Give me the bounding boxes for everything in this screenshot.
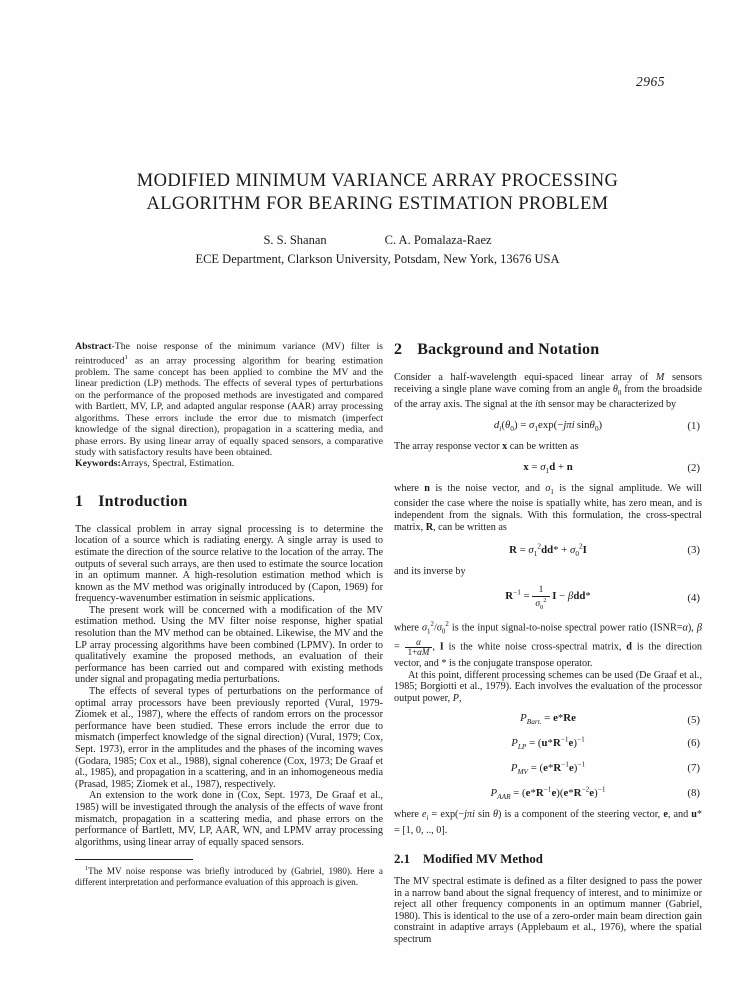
equation-1 <box>394 419 702 433</box>
footnote-text <box>75 863 383 888</box>
equation-8-body: $P_{AAR} = (e*R^{-1}e)(e*R^{-2}e)^{-1}$ <box>490 784 606 801</box>
equation-4-body: $R^{-1}$ = $\frac{1}{\sigma_0^2}$ I − βdd* <box>505 585 591 611</box>
section-2-1-number: 2.1 <box>394 852 410 867</box>
section-2-heading <box>394 341 702 359</box>
background-paragraph-3: where n is the noise vector, and $\sigma_1$ is the signal amplitude. We will consider the case where the noise is spatially white, has zero mean, and is independent from the signals. With this formulation, the cross-spectral matrix, R, can be written as <box>394 482 702 533</box>
intro-paragraph-4: An extension to the work done in (Cox, Sept. 1973, De Graaf et al., 1985) will be investigated through the analysis of the effects of wave front mismatch, propagation in a scattering media, and phase errors on the performance of Bartlett, MV, LP, AAR, WN, and LPMV array processing algorithms, using linear array of equally spaced sensors. <box>75 790 383 848</box>
equation-7 <box>394 759 702 776</box>
page-number: 2965 <box>636 74 665 89</box>
equation-8-number: (8) <box>687 786 700 799</box>
equation-6 <box>394 735 702 752</box>
intro-paragraph-1: The classical problem in array signal processing is to determine the location of a source which is radiating energy. A single array is used to estimate the direction of the source relative to the location of the array. The outputs of several such arrays, are then used to estimate the source location in an optimum manner. A high-resolution estimation method which is known as the MV method was originally introduced by (Capon, 1969) for frequency-wavenumber estimation in seismic applications. <box>75 523 383 605</box>
paper-title-line1: MODIFIED MINIMUM VARIANCE ARRAY PROCESSING <box>136 171 619 191</box>
footnote-divider <box>75 859 193 860</box>
equation-6-body: $P_{LP} = (u*R^{-1}e)^{-1}$ <box>511 734 585 752</box>
equation-6-number: (6) <box>687 737 700 750</box>
equation-5-number: (5) <box>687 713 700 726</box>
equation-8 <box>394 784 702 801</box>
background-paragraph-7: where $e_i = \exp(-j\pi i$ sin θ) is a component of the steering vector, e, and u* = [1, 0, .., 0]. <box>394 808 703 836</box>
footnote-content: $^1$The MV noise response was briefly introduced by (Gabriel, 1980). Here a different interpretation and performance evaluation of this approach is given. <box>75 865 383 888</box>
section-1-heading <box>75 493 383 511</box>
section-1-title: Introduction <box>98 492 188 510</box>
intro-paragraph-2: The present work will be concerned with a modification of the MV estimation method. Using the MV filter noise response, higher spatial resolution than the MV method can be obtained. Likewise, the MV and the LP array processing algorithms have been combined (LPMV). In order to qualitatively examine the proposed methods, an evaluation of their performance has been carried out and compared with existing methods under signal and propagating media perturbations. <box>75 604 383 686</box>
equation-7-body: $P_{MV} = (e*R^{-1}e)^{-1}$ <box>510 759 586 777</box>
affiliation: ECE Department, Clarkson University, Potsdam, New York, 13676 USA <box>195 252 560 266</box>
equation-7-number: (7) <box>687 761 700 774</box>
modified-mv-paragraph-1: The MV spectral estimate is defined as a filter designed to pass the power in a narrow band about the signal frequency of interest, and to minimize or reject all other frequency components in an optimum manner (Gabriel, 1980). This is identical to the use of a zero-order main beam direction gain constraint in adaptive arrays (Applebaum et al., 1976), where the spatial spectrum <box>394 876 702 946</box>
background-paragraph-5: where $\sigma_1^2/\sigma_0^2$ is the input signal-to-noise spectral power ratio (ISNR=α), β = $\frac{\alpha}{1+\alpha M}$ , I is the white noise cross-spectral matrix, d is the direction vector, and * is the conjugate transpose operator. <box>394 620 703 670</box>
background-paragraph-1: Consider a half-wavelength equi-spaced linear array of M sensors receiving a single plane wave coming from an angle $\theta_0$ from the broadside of the array axis. The signal at the ith sensor may be characterized by <box>394 372 702 411</box>
background-paragraph-4: and its inverse by <box>394 565 466 577</box>
equation-2 <box>394 461 702 475</box>
equation-2-body: $x = \sigma_1d + n$ <box>523 460 573 475</box>
two-column-body <box>0 341 755 946</box>
equation-5 <box>394 712 702 726</box>
left-column <box>75 341 383 946</box>
equation-3 <box>394 541 702 558</box>
equation-3-number: (3) <box>687 543 700 556</box>
equation-1-body: $d_i(\theta_0) = \sigma_1\exp(-j\pi i$ sinθ$_0$) <box>493 418 603 433</box>
paper-title-line2: ALGORITHM FOR BEARING ESTIMATION PROBLEM <box>146 194 609 214</box>
title-block <box>0 0 755 267</box>
equation-1-number: (1) <box>687 419 700 432</box>
section-2-1-heading <box>394 852 702 867</box>
intro-paragraph-3: The effects of several types of perturbations on the performance of optimal array processors have been previously reported (Vural, 1979-Ziomek et al., 1987), where the effects of random errors on the processor performance have been studied. These errors include the error due to mismatch (imperfect knowledge of the signal direction) (Vural, 1979; Cox, Sept. 1973), error in the amplitudes and the phases of the incoming waves (Godara, 1985; Cox et al., 1988), signal coherence (Cox, 1973; De Graaf et al., 1985), and propagation in a scattering, and in an inhomogeneous media (Prasad, 1985; Ziomek et al., 1987), respectively. <box>75 686 383 790</box>
background-paragraph-6: At this point, different processing schemes can be used (De Graaf et al., 1985; Borgiotti et al., 1979). Each involves the evaluation of the processor output power, P, <box>394 669 702 704</box>
abstract-text: Abstract-The noise response of the minimum variance (MV) filter is reintroduced$^1$ as an array processing algorithm for bearing estimation problem. The same concept has been applied to combine the MV and the linear prediction (LP) methods. The effects of several types of perturbations on the performance of the proposed methods are investigated and compared with Bartlett, MV, LP, and adapted angular response (AAR) array processing algorithms. These errors include the error due to mismatch (imperfect knowledge of the signal direction), propagation in a scattering media, and phase errors. By using linear array of equally spaced sensors, a comparative study with satisfactory results have been obtained. <box>75 341 383 458</box>
author-name-2: C. A. Pomalaza-Raez <box>384 233 492 247</box>
authors-row <box>0 233 755 248</box>
equation-3-body: $R = \sigma_1^2dd* + \sigma_0^2I$ <box>509 541 587 558</box>
keywords-line: Keywords:Arrays, Spectral, Estimation. <box>75 458 235 470</box>
equation-4 <box>394 585 702 610</box>
equation-2-number: (2) <box>687 461 700 474</box>
equation-5-body: $P_{Bart.} = e*Re$ <box>520 712 576 727</box>
equation-4-number: (4) <box>687 592 700 605</box>
section-2-number: 2 <box>394 341 403 358</box>
section-1-number: 1 <box>75 492 84 510</box>
section-2-1-title: Modified MV Method <box>423 852 543 867</box>
right-column <box>394 341 702 946</box>
background-paragraph-2: The array response vector x can be written as <box>394 440 579 452</box>
section-2-title: Background and Notation <box>417 341 600 358</box>
author-name-1: S. S. Shanan <box>263 233 327 247</box>
